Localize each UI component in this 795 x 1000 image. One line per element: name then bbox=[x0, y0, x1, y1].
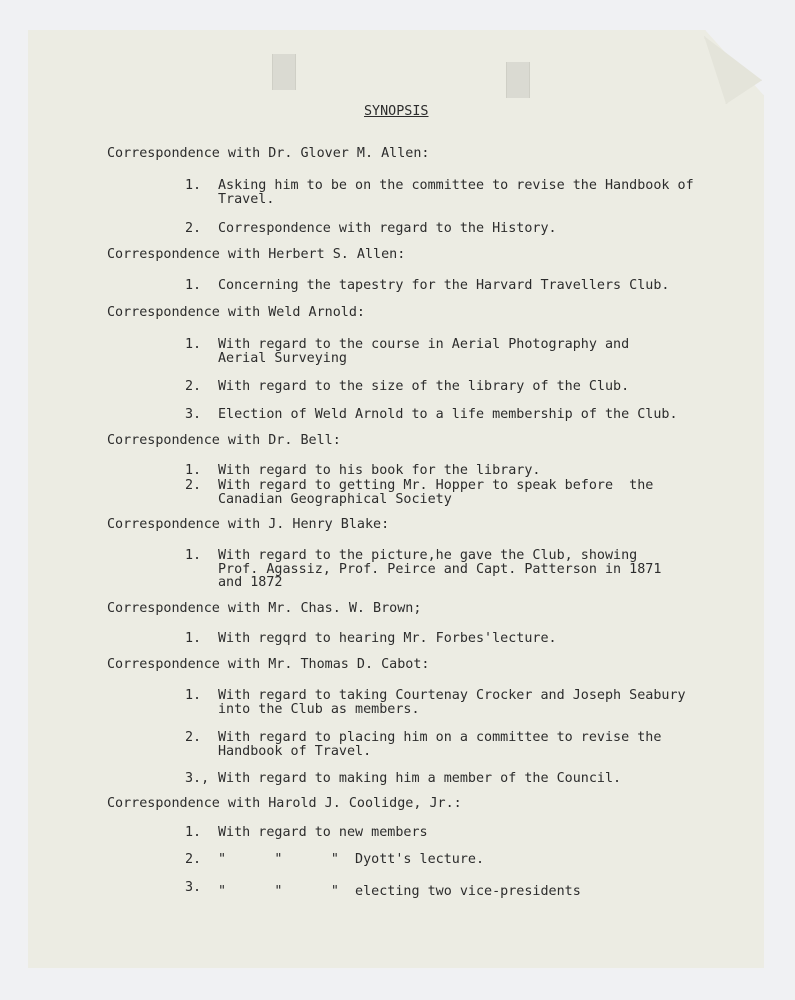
item-number: 2. bbox=[185, 852, 202, 867]
item-text: With regard to the picture,he gave the Club, showing Prof. Agassiz, Prof. Peirce and Capt. Patterson in 1871 and 1872 bbox=[218, 548, 662, 590]
item-text: With regard to the size of the library of the Club. bbox=[218, 379, 630, 394]
item-number: 1. bbox=[185, 688, 202, 703]
page-title: SYNOPSIS bbox=[364, 104, 429, 119]
item-text: With regard to placing him on a committee to revise the Handbook of Travel. bbox=[218, 730, 662, 759]
entry-heading: Correspondence with Mr. Chas. W. Brown; bbox=[107, 601, 422, 616]
item-number: 3. bbox=[185, 880, 202, 895]
entry-heading: Correspondence with Weld Arnold: bbox=[107, 305, 365, 320]
item-number: 1. bbox=[185, 548, 202, 563]
entry-heading: Correspondence with J. Henry Blake: bbox=[107, 517, 390, 532]
item-text: With regqrd to hearing Mr. Forbes'lecture. bbox=[218, 631, 557, 646]
item-text: With regard to new members bbox=[218, 825, 428, 840]
item-number: 2. bbox=[185, 478, 202, 493]
item-text: Election of Weld Arnold to a life membership of the Club. bbox=[218, 407, 678, 422]
item-text: With regard to taking Courtenay Crocker and Joseph Seabury into the Club as members. bbox=[218, 688, 686, 717]
item-text: With regard to getting Mr. Hopper to speak before the Canadian Geographical Society bbox=[218, 478, 654, 507]
item-text: Asking him to be on the committee to revise the Handbook of Travel. bbox=[218, 178, 694, 207]
entry-heading: Correspondence with Dr. Glover M. Allen: bbox=[107, 146, 430, 161]
entry-heading: Correspondence with Dr. Bell: bbox=[107, 433, 341, 448]
punch-hole bbox=[272, 54, 296, 90]
item-text: Correspondence with regard to the History. bbox=[218, 221, 557, 236]
item-text: With regard to the course in Aerial Photography and Aerial Surveying bbox=[218, 337, 630, 366]
item-number: 1. bbox=[185, 825, 202, 840]
item-number: 2. bbox=[185, 221, 202, 236]
item-number: 1. bbox=[185, 463, 202, 478]
item-text: With regard to his book for the library. bbox=[218, 463, 541, 478]
item-text: With regard to making him a member of the Council. bbox=[218, 771, 622, 786]
item-text: " " " Dyott's lecture. bbox=[218, 852, 485, 867]
item-text: " " " electing two vice-presidents bbox=[218, 884, 581, 899]
item-number: 1. bbox=[185, 178, 202, 193]
item-number: 1. bbox=[185, 631, 202, 646]
item-number: 3. bbox=[185, 407, 202, 422]
entry-heading: Correspondence with Mr. Thomas D. Cabot: bbox=[107, 657, 430, 672]
item-number: 1. bbox=[185, 337, 202, 352]
item-number: 2. bbox=[185, 379, 202, 394]
punch-hole bbox=[506, 62, 530, 98]
item-number: 1. bbox=[185, 278, 202, 293]
item-text: Concerning the tapestry for the Harvard Travellers Club. bbox=[218, 278, 670, 293]
item-number: 3., bbox=[185, 771, 210, 786]
entry-heading: Correspondence with Herbert S. Allen: bbox=[107, 247, 406, 262]
item-number: 2. bbox=[185, 730, 202, 745]
entry-heading: Correspondence with Harold J. Coolidge, Jr.: bbox=[107, 796, 462, 811]
